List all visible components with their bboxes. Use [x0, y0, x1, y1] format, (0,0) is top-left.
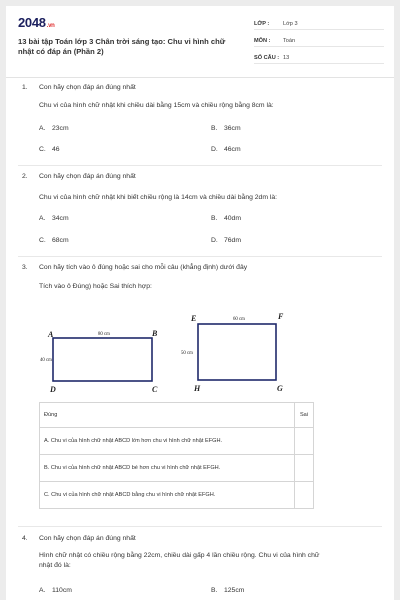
length-label-ab: 80 cm — [98, 332, 110, 337]
logo-text: 2048 — [18, 15, 46, 30]
question-4-text-line1: Hình chữ nhật có chiều rộng bằng 22cm, chiều dài gấp 4 lần chiều rộng. Chu vi của hình chữ — [39, 552, 320, 559]
option-letter: A. — [39, 125, 46, 132]
question-divider — [18, 256, 382, 257]
meta-value: 13 — [283, 54, 290, 61]
question-instruction: Con hãy chọn đáp án đúng nhất — [39, 173, 136, 180]
meta-row-subject — [254, 35, 384, 47]
false-checkbox-cell[interactable] — [295, 482, 314, 509]
logo-suffix: .vn — [46, 23, 55, 29]
vertex-label-g: G — [277, 384, 283, 393]
statement-cell[interactable]: A. Chu vi của hình chữ nhật ABCD lớn hơn chu vi hình chữ nhật EFGH. — [40, 428, 295, 455]
rectangle-efgh — [198, 324, 276, 380]
site-logo[interactable] — [18, 15, 55, 30]
length-label-eh: 50 cm — [181, 351, 193, 356]
question-divider — [18, 165, 382, 166]
true-false-table — [39, 402, 314, 509]
table-row[interactable] — [40, 455, 314, 482]
meta-value: Lớp 3 — [283, 20, 298, 27]
q1-option-c[interactable] — [39, 146, 60, 153]
option-text: 76dm — [224, 237, 242, 244]
q2-option-c[interactable] — [39, 237, 69, 244]
option-text: 125cm — [224, 587, 245, 594]
meta-label: MÔN : — [254, 37, 271, 44]
option-text: 23cm — [52, 125, 69, 132]
q1-option-d[interactable] — [211, 146, 241, 153]
q2-option-b[interactable] — [211, 215, 241, 222]
question-instruction: Con hãy chọn đáp án đúng nhất — [39, 84, 136, 91]
page-title: 13 bài tập Toán lớp 3 Chân trời sáng tạo: Chu vi hình chữ nhật có đáp án (Phần 2) — [18, 37, 226, 56]
rectangles-figure — [34, 302, 304, 394]
question-4-text-line2: nhật đó là: — [39, 562, 71, 569]
option-letter: C. — [39, 237, 46, 244]
meta-label: LỚP : — [254, 20, 270, 27]
question-2-text: Chu vi của hình chữ nhật khi biết chiều rộng là 14cm và chiều dài bằng 2dm là: — [39, 194, 278, 201]
worksheet-meta — [254, 18, 384, 69]
question-number: 1. — [22, 84, 28, 91]
question-number: 2. — [22, 173, 28, 180]
length-label-ad: 40 cm — [40, 358, 52, 363]
vertex-label-b: B — [152, 329, 158, 338]
question-divider — [18, 526, 382, 527]
option-letter: B. — [211, 125, 218, 132]
question-2-heading — [22, 173, 136, 180]
meta-value: Toán — [283, 37, 296, 44]
option-text: 36cm — [224, 125, 241, 132]
option-letter: A. — [39, 215, 46, 222]
option-text: 46 — [52, 146, 60, 153]
question-1-heading — [22, 84, 136, 91]
option-letter: D. — [211, 237, 218, 244]
vertex-label-e: E — [191, 314, 197, 323]
option-text: 46cm — [224, 146, 241, 153]
option-letter: C. — [39, 146, 46, 153]
statement-cell[interactable]: B. Chu vi của hình chữ nhật ABCD bé hơn chu vi hình chữ nhật EFGH. — [40, 455, 295, 482]
question-3-heading — [22, 264, 247, 271]
q1-option-b[interactable] — [211, 125, 241, 132]
length-label-ef: 60 cm — [233, 317, 245, 322]
column-header-true: Đúng — [40, 403, 295, 428]
question-1-text: Chu vi của hình chữ nhật khi chiều dài bằng 15cm và chiều rộng bằng 8cm là: — [39, 102, 274, 109]
table-header-row — [40, 403, 314, 428]
vertex-label-d: D — [50, 385, 56, 394]
q1-option-a[interactable] — [39, 125, 69, 132]
question-number: 4. — [22, 535, 28, 542]
meta-row-count — [254, 52, 384, 64]
statement-cell[interactable]: C. Chu vi của hình chữ nhật ABCD bằng chu vi hình chữ nhật EFGH. — [40, 482, 295, 509]
question-instruction: Con hãy chọn đáp án đúng nhất — [39, 535, 136, 542]
worksheet-page — [6, 6, 394, 600]
question-3-text: Tích vào ô Đúng) hoặc Sai thích hợp: — [39, 283, 152, 290]
meta-label: SỐ CÂU : — [254, 54, 280, 61]
question-instruction: Con hãy tích vào ô đúng hoặc sai cho mỗi câu (khẳng định) dưới đây — [39, 264, 248, 271]
option-letter: B. — [211, 215, 218, 222]
option-text: 40dm — [224, 215, 242, 222]
q2-option-d[interactable] — [211, 237, 241, 244]
question-4-heading — [22, 535, 136, 542]
vertex-label-c: C — [152, 385, 158, 394]
false-checkbox-cell[interactable] — [295, 428, 314, 455]
option-text: 34cm — [52, 215, 69, 222]
table-row[interactable] — [40, 482, 314, 509]
false-checkbox-cell[interactable] — [295, 455, 314, 482]
table-row[interactable] — [40, 428, 314, 455]
option-text: 68cm — [52, 237, 69, 244]
q4-option-b[interactable] — [211, 587, 244, 594]
rectangle-abcd — [53, 338, 152, 381]
option-letter: A. — [39, 587, 46, 594]
option-letter: D. — [211, 146, 218, 153]
q4-option-a[interactable] — [39, 587, 72, 594]
worksheet-header — [6, 6, 394, 78]
meta-row-class — [254, 18, 384, 30]
vertex-label-a: A — [48, 330, 54, 339]
question-number: 3. — [22, 264, 28, 271]
vertex-label-f: F — [278, 312, 284, 321]
option-text: 110cm — [52, 587, 72, 594]
option-letter: B. — [211, 587, 218, 594]
column-header-false: Sai — [295, 403, 314, 428]
vertex-label-h: H — [194, 384, 201, 393]
q2-option-a[interactable] — [39, 215, 69, 222]
